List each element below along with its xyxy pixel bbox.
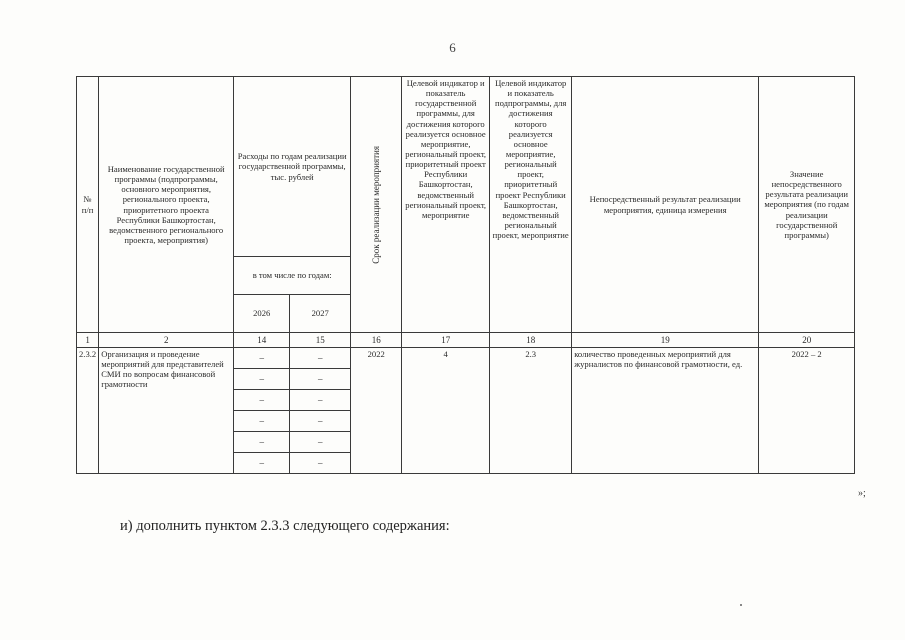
scan-speck [740,604,742,606]
row-indicator-program: 4 [402,348,490,474]
header-including: в том числе по годам: [234,257,351,295]
row-indicator-subprogram: 2.3 [490,348,572,474]
expense-2026: – [234,348,290,369]
program-table [76,76,855,474]
header-indicator-subprogram: Целевой индикатор и показатель подпрограммы, для достижения которого реализуется основное мероприятие, региональный проект, приоритетный проект Республики Башкортостан, ведомственный региональный проект, мероприятие [490,77,572,333]
header-num: № п/п [77,77,99,333]
row-name: Организация и проведение мероприятий для представителей СМИ по вопросам финансовой грамотности [99,348,234,474]
header-name: Наименование государственной программы (подпрограммы, основного мероприятия, регионального проекта, приоритетного проекта Республики Башкортостан, ведомственного регионального проекта, мероприятия) [99,77,234,333]
header-value: Значение непосредственного результата реализации мероприятия (по годам реализации государственной программы) [759,77,855,333]
row-value: 2022 – 2 [759,348,855,474]
header-term-label: Срок реализации мероприятия [370,145,381,264]
column-number: 17 [402,333,490,348]
column-number: 15 [290,333,351,348]
column-number: 18 [490,333,572,348]
header-result: Непосредственный результат реализации мероприятия, единица измерения [572,77,759,333]
expense-2026: – [234,390,290,411]
column-number: 19 [572,333,759,348]
amendment-text: и) дополнить пунктом 2.3.3 следующего содержания: [120,518,450,534]
header-year-2027: 2027 [290,295,351,333]
header-term [351,77,402,333]
row-term: 2022 [351,348,402,474]
expense-2026: – [234,411,290,432]
header-indicator-program: Целевой индикатор и показатель государственной программы, для достижения которого реализуется основное мероприятие, региональный проект, приоритетный проект Республики Башкортостан, ведомственный региональный проект, мероприятие [402,77,490,333]
column-number: 2 [99,333,234,348]
column-number: 14 [234,333,290,348]
expense-2027: – [290,369,351,390]
expense-2027: – [290,348,351,369]
expense-2026: – [234,369,290,390]
closing-quote-mark: »; [858,488,866,499]
row-result: количество проведенных мероприятий для журналистов по финансовой грамотности, ед. [572,348,759,474]
page-number: 6 [449,40,456,55]
column-number: 20 [759,333,855,348]
column-number: 16 [351,333,402,348]
expense-2026: – [234,453,290,474]
expense-2027: – [290,453,351,474]
row-number: 2.3.2 [77,348,99,474]
expense-2026: – [234,432,290,453]
expense-2027: – [290,411,351,432]
column-number: 1 [77,333,99,348]
expense-2027: – [290,432,351,453]
header-expenses: Расходы по годам реализации государственной программы, тыс. рублей [234,77,351,257]
expense-2027: – [290,390,351,411]
header-year-2026: 2026 [234,295,290,333]
